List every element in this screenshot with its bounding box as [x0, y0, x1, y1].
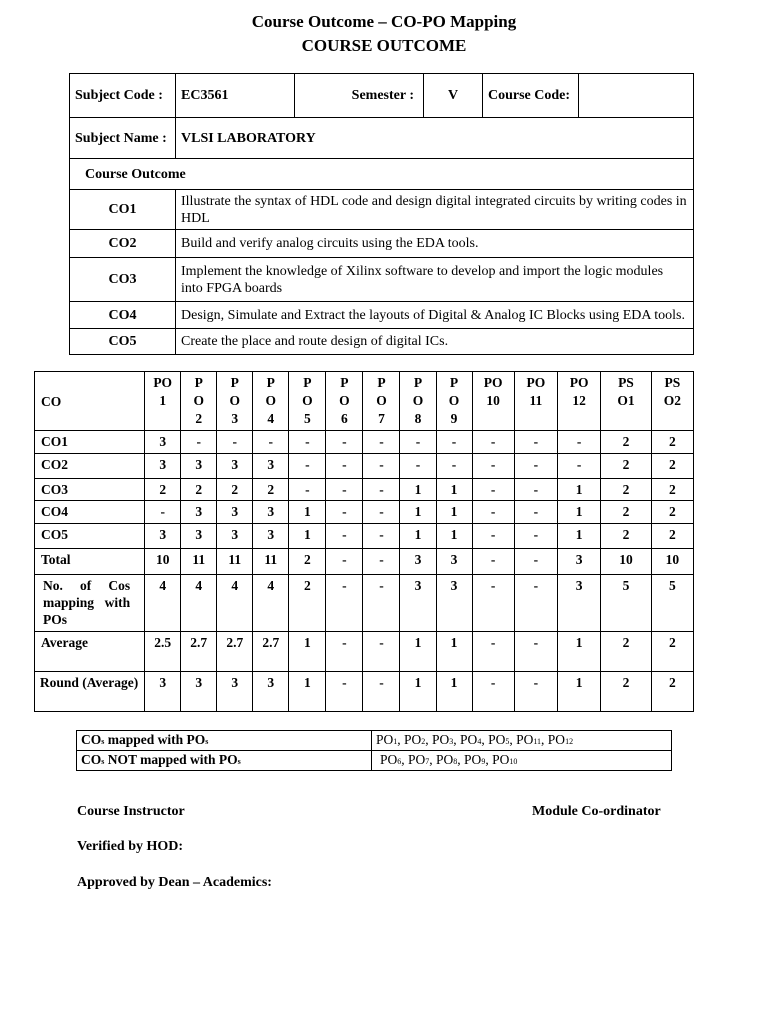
mapping-cell: 5 — [651, 575, 693, 632]
mapping-cell: - — [363, 479, 400, 501]
mapping-summary-table — [76, 730, 672, 771]
semester-label: Semester : — [295, 74, 424, 118]
mapping-cell: 3 — [217, 524, 253, 549]
mapping-cell: - — [472, 501, 514, 524]
mapping-cell: 2 — [601, 479, 651, 501]
mapping-cell: 11 — [181, 549, 217, 575]
mapping-cell: 1 — [436, 672, 472, 712]
mapping-cell: 1 — [289, 672, 326, 712]
mapping-cell: - — [472, 524, 514, 549]
po-column-header: P O 2 — [181, 372, 217, 431]
mapping-cell: 4 — [181, 575, 217, 632]
mapping-cell: - — [363, 549, 400, 575]
row-label: CO4 — [35, 501, 145, 524]
page-subtitle: COURSE OUTCOME — [301, 36, 467, 55]
outcome-text: Create the place and route design of digital ICs. — [176, 329, 694, 355]
mapping-cell: - — [181, 431, 217, 454]
mapping-cell: 1 — [289, 524, 326, 549]
mapping-row — [35, 575, 694, 632]
mapping-cell: - — [436, 454, 472, 479]
mapping-row — [35, 431, 694, 454]
outcome-text: Design, Simulate and Extract the layouts of Digital & Analog IC Blocks using EDA tools. — [176, 302, 694, 329]
mapping-cell: 3 — [145, 431, 181, 454]
mapping-cell: - — [514, 524, 557, 549]
mapping-cell: 2 — [651, 431, 693, 454]
po-column-header: PO 10 — [472, 372, 514, 431]
po-column-header: P O 8 — [400, 372, 436, 431]
mapping-cell: 10 — [601, 549, 651, 575]
course-code-value — [579, 74, 694, 118]
mapping-cell: 1 — [400, 501, 436, 524]
not-mapped-po-list: PO6, PO7, PO8, PO9, PO10 — [372, 751, 672, 771]
mapping-cell: 2 — [601, 672, 651, 712]
mapping-cell: 2 — [651, 454, 693, 479]
mapping-cell: - — [514, 501, 557, 524]
subject-code-value: EC3561 — [176, 74, 295, 118]
subject-code-label: Subject Code : — [70, 74, 176, 118]
mapping-row — [35, 632, 694, 672]
outcome-text: Implement the knowledge of Xilinx software to develop and import the logic modules into FPGA boards — [176, 258, 694, 302]
mapping-cell: - — [514, 632, 557, 672]
mapping-cell: 1 — [557, 479, 600, 501]
mapping-cell: - — [289, 431, 326, 454]
mapping-cell: 1 — [289, 501, 326, 524]
mapping-cell: 3 — [436, 575, 472, 632]
mapped-label: COs mapped with POs — [77, 731, 372, 751]
row-label: Total — [35, 549, 145, 575]
mapping-cell: 2.7 — [181, 632, 217, 672]
mapping-cell: 3 — [400, 549, 436, 575]
mapping-cell: 2 — [601, 632, 651, 672]
verified-by-label: Verified by HOD: — [77, 839, 184, 854]
mapping-cell: - — [363, 431, 400, 454]
mapping-cell: 1 — [436, 501, 472, 524]
mapping-cell: 5 — [601, 575, 651, 632]
outcome-row — [70, 230, 694, 258]
mapping-cell: - — [363, 575, 400, 632]
mapping-cell: - — [326, 524, 363, 549]
po-column-header: PO 11 — [514, 372, 557, 431]
mapping-cell: 1 — [436, 479, 472, 501]
outcome-id: CO1 — [70, 190, 176, 230]
mapping-cell: 3 — [217, 454, 253, 479]
mapping-cell: - — [472, 431, 514, 454]
mapped-po-list: PO1, PO2, PO3, PO4, PO5, PO11, PO12 — [372, 731, 672, 751]
mapping-cell: - — [326, 672, 363, 712]
row-label: CO1 — [35, 431, 145, 454]
outcome-text: Build and verify analog circuits using the EDA tools. — [176, 230, 694, 258]
course-outcome-heading: Course Outcome — [70, 159, 694, 190]
mapping-cell: 3 — [145, 672, 181, 712]
mapping-cell: - — [514, 575, 557, 632]
mapping-cell: - — [326, 549, 363, 575]
subject-name-value: VLSI LABORATORY — [176, 118, 694, 159]
course-instructor-label: Course Instructor — [77, 804, 185, 819]
page-title: Course Outcome – CO-PO Mapping — [251, 12, 517, 31]
mapping-cell: 4 — [253, 575, 289, 632]
course-info-table — [69, 73, 694, 355]
row-label: CO5 — [35, 524, 145, 549]
mapping-cell: 4 — [217, 575, 253, 632]
mapping-cell: 4 — [145, 575, 181, 632]
mapping-row — [35, 524, 694, 549]
course-code-label: Course Code: — [483, 74, 579, 118]
po-column-header: P O 7 — [363, 372, 400, 431]
po-column-header: PS O1 — [601, 372, 651, 431]
mapping-cell: 3 — [181, 672, 217, 712]
mapping-cell: - — [514, 479, 557, 501]
mapping-cell: 2 — [651, 501, 693, 524]
outcome-id: CO5 — [70, 329, 176, 355]
mapping-cell: 2 — [217, 479, 253, 501]
mapping-cell: 2 — [253, 479, 289, 501]
outcome-row — [70, 329, 694, 355]
mapping-cell: 3 — [181, 454, 217, 479]
mapping-row — [35, 501, 694, 524]
outcome-text: Illustrate the syntax of HDL code and design digital integrated circuits by writing codes in HDL — [176, 190, 694, 230]
mapping-cell: - — [472, 479, 514, 501]
mapping-cell: 1 — [557, 632, 600, 672]
outcome-id: CO4 — [70, 302, 176, 329]
row-label: No. of Cos mapping with POs — [35, 575, 145, 632]
mapping-cell: 2.7 — [217, 632, 253, 672]
module-coordinator-label: Module Co-ordinator — [532, 804, 661, 819]
mapping-cell: 11 — [253, 549, 289, 575]
mapping-cell: 2 — [601, 501, 651, 524]
mapping-cell: 1 — [557, 672, 600, 712]
mapping-cell: 1 — [557, 501, 600, 524]
mapping-cell: - — [557, 454, 600, 479]
mapping-cell: 1 — [289, 632, 326, 672]
mapping-cell: - — [400, 431, 436, 454]
po-column-header: P O 3 — [217, 372, 253, 431]
co-po-mapping-table — [34, 371, 694, 712]
row-label: Average — [35, 632, 145, 672]
mapping-cell: - — [514, 549, 557, 575]
mapping-cell: 3 — [253, 454, 289, 479]
mapping-cell: - — [472, 672, 514, 712]
mapping-cell: 3 — [181, 524, 217, 549]
mapping-row — [35, 672, 694, 712]
mapping-cell: 10 — [145, 549, 181, 575]
mapping-row — [35, 479, 694, 501]
mapping-cell: 1 — [557, 524, 600, 549]
mapping-cell: - — [557, 431, 600, 454]
mapping-cell: 2 — [601, 454, 651, 479]
mapping-cell: 3 — [557, 575, 600, 632]
outcome-id: CO2 — [70, 230, 176, 258]
mapping-cell: 2 — [651, 672, 693, 712]
mapping-cell: 2 — [601, 431, 651, 454]
co-header: CO — [35, 372, 145, 431]
mapping-cell: 11 — [217, 549, 253, 575]
mapping-cell: 3 — [217, 501, 253, 524]
mapping-cell: 2 — [289, 549, 326, 575]
mapping-cell: 2 — [651, 524, 693, 549]
po-column-header: PO 12 — [557, 372, 600, 431]
mapping-cell: - — [472, 632, 514, 672]
mapping-cell: - — [514, 672, 557, 712]
approved-by-label: Approved by Dean – Academics: — [77, 875, 272, 890]
semester-value: V — [424, 74, 483, 118]
mapping-cell: - — [472, 575, 514, 632]
mapping-cell: 1 — [400, 672, 436, 712]
row-label: CO3 — [35, 479, 145, 501]
mapping-cell: 2 — [601, 524, 651, 549]
mapping-cell: - — [253, 431, 289, 454]
mapping-cell: - — [326, 575, 363, 632]
mapping-cell: - — [363, 632, 400, 672]
mapping-cell: 10 — [651, 549, 693, 575]
mapping-cell: 2.7 — [253, 632, 289, 672]
mapping-cell: 3 — [145, 524, 181, 549]
mapping-cell: 3 — [400, 575, 436, 632]
outcome-row — [70, 302, 694, 329]
mapping-cell: 3 — [253, 524, 289, 549]
mapping-cell: 3 — [217, 672, 253, 712]
po-column-header: P O 6 — [326, 372, 363, 431]
row-label: CO2 — [35, 454, 145, 479]
mapping-cell: 3 — [253, 672, 289, 712]
po-column-header: PO 1 — [145, 372, 181, 431]
mapping-cell: 2 — [651, 479, 693, 501]
mapping-cell: - — [400, 454, 436, 479]
mapping-cell: - — [217, 431, 253, 454]
po-column-header: P O 5 — [289, 372, 326, 431]
mapping-cell: - — [326, 479, 363, 501]
mapping-cell: - — [363, 454, 400, 479]
mapping-cell: 2 — [145, 479, 181, 501]
mapping-cell: 1 — [400, 632, 436, 672]
mapping-cell: 1 — [436, 524, 472, 549]
mapping-cell: - — [326, 632, 363, 672]
mapping-cell: 3 — [145, 454, 181, 479]
not-mapped-label: COs NOT mapped with POs — [77, 751, 372, 771]
mapping-cell: - — [363, 501, 400, 524]
mapping-cell: 3 — [253, 501, 289, 524]
po-column-header: PS O2 — [651, 372, 693, 431]
mapping-cell: 2 — [651, 632, 693, 672]
mapping-cell: 3 — [436, 549, 472, 575]
outcome-id: CO3 — [70, 258, 176, 302]
mapping-cell: - — [326, 454, 363, 479]
row-label: Round (Average) — [35, 672, 145, 712]
mapping-cell: - — [363, 524, 400, 549]
mapping-row — [35, 549, 694, 575]
mapping-cell: - — [436, 431, 472, 454]
mapping-cell: 2.5 — [145, 632, 181, 672]
mapping-cell: 1 — [400, 479, 436, 501]
outcome-row — [70, 258, 694, 302]
mapping-header-row — [35, 372, 694, 431]
mapping-cell: - — [514, 454, 557, 479]
mapping-cell: - — [326, 431, 363, 454]
mapping-cell: 3 — [557, 549, 600, 575]
mapping-cell: 2 — [289, 575, 326, 632]
mapping-row — [35, 454, 694, 479]
mapping-cell: - — [145, 501, 181, 524]
mapping-cell: - — [363, 672, 400, 712]
outcome-row — [70, 190, 694, 230]
mapping-cell: 3 — [181, 501, 217, 524]
mapping-cell: 1 — [400, 524, 436, 549]
mapping-cell: - — [326, 501, 363, 524]
mapping-cell: 1 — [436, 632, 472, 672]
mapping-cell: - — [472, 454, 514, 479]
mapping-cell: - — [514, 431, 557, 454]
mapping-cell: - — [289, 454, 326, 479]
po-column-header: P O 9 — [436, 372, 472, 431]
mapping-cell: 2 — [181, 479, 217, 501]
subject-name-label: Subject Name : — [70, 118, 176, 159]
po-column-header: P O 4 — [253, 372, 289, 431]
mapping-cell: - — [472, 549, 514, 575]
mapping-cell: - — [289, 479, 326, 501]
